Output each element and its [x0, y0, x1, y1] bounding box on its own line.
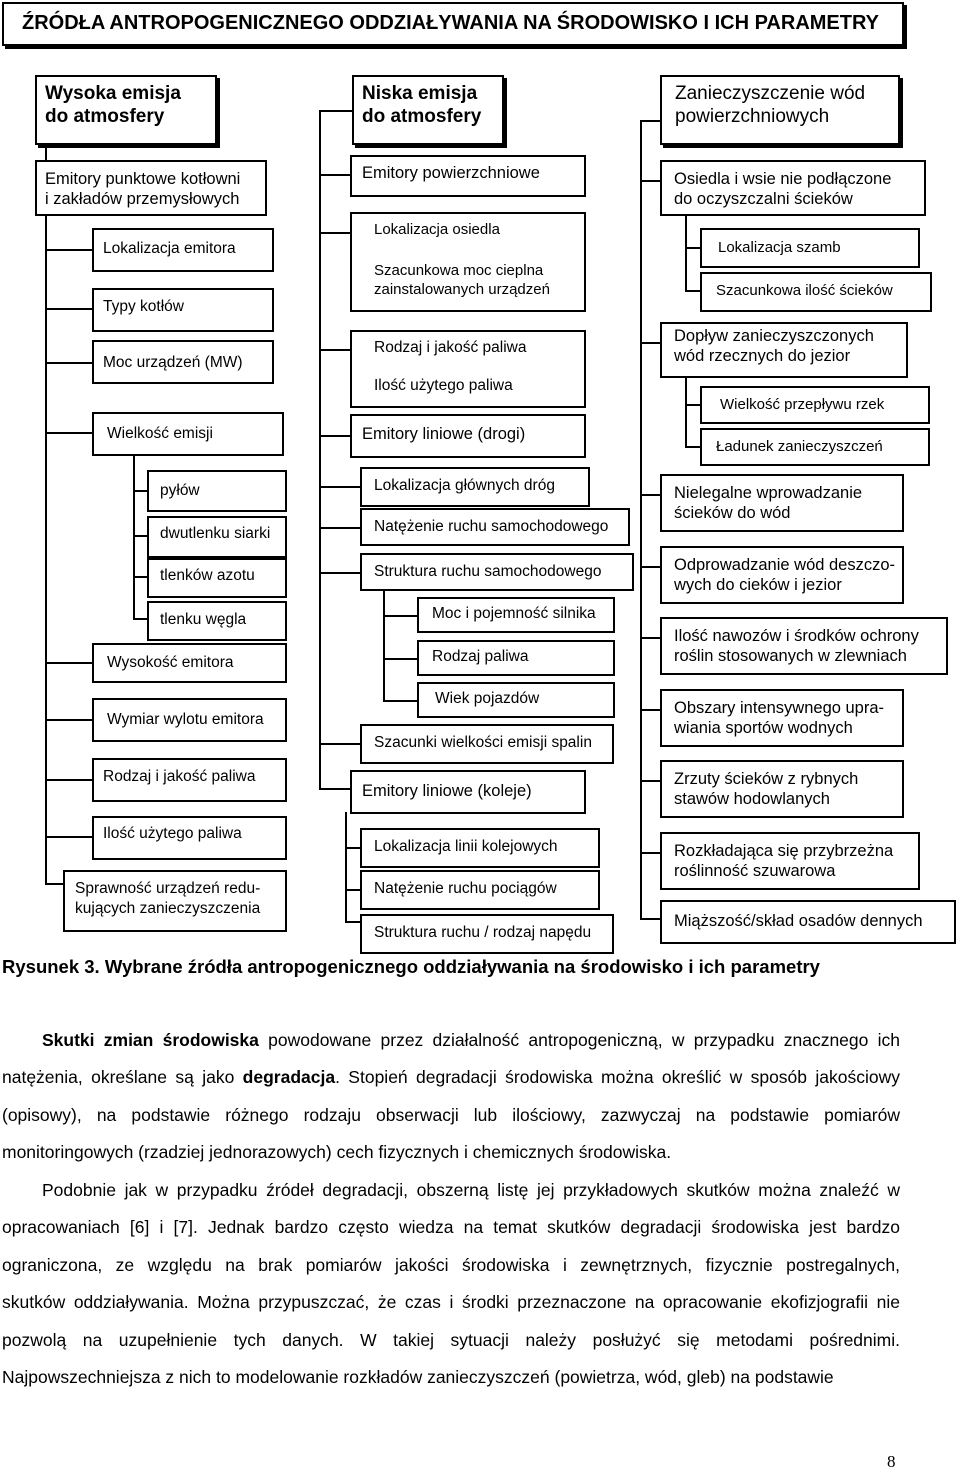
- col2-sub-connector: [383, 615, 417, 617]
- col1-sub-connector: [133, 535, 147, 537]
- col3-header-link: [640, 120, 660, 122]
- col2-connector: [319, 527, 360, 529]
- col2-connector: [345, 847, 360, 849]
- col2-g2-sub: Moc i pojemność silnika: [432, 605, 596, 622]
- col3-g1-line2: do oczyszczalni ścieków: [674, 190, 853, 208]
- col3-other-box: [660, 832, 920, 890]
- col2-g3-item: Struktura ruchu / rodzaj napędu: [374, 924, 592, 941]
- diagram-title: ŹRÓDŁA ANTROPOGENICZNEGO ODDZIAŁYWANIA NA ŚRODOWISKO I ICH PARAMETRY: [22, 12, 880, 34]
- paragraph-line: [2, 1330, 900, 1351]
- text-line: ograniczona, ze względu na brak pomiarów jakości środowiska i zewnętrznych, fizycznie postregalnych,: [2, 1255, 900, 1275]
- col3-g2-item: Ładunek zanieczyszczeń: [716, 438, 883, 455]
- col3-connector: [640, 494, 660, 496]
- col3-other-line: Zrzuty ścieków z rybnych: [674, 770, 859, 788]
- col1-header-line2: do atmosfery: [45, 106, 165, 127]
- col3-other-line: Nielegalne wprowadzanie: [674, 484, 863, 502]
- col1-connector: [45, 432, 92, 434]
- col1-sub-connector: [133, 576, 147, 578]
- col3-header-line2: powierzchniowych: [675, 106, 830, 127]
- col1-sub-item: dwutlenku siarki: [160, 525, 271, 542]
- bold-term: degradacja: [242, 1067, 336, 1087]
- col1-connector: [45, 362, 92, 364]
- text-line: [2, 1067, 900, 1088]
- col2-g3-item: Lokalizacja linii kolejowych: [374, 838, 558, 855]
- text-line: monitoringowych (rzadziej jednorazowych) cech fizycznych i chemicznych środowiska.: [2, 1142, 672, 1162]
- col2-g1-item: Rodzaj i jakość paliwa: [374, 339, 527, 356]
- col3-g1-item: Szacunkowa ilość ścieków: [716, 282, 893, 299]
- col3-other-line: stawów hodowlanych: [674, 790, 830, 808]
- col1-header-line1: Wysoka emisja: [45, 83, 181, 104]
- col2-connector: [319, 743, 360, 745]
- col3-sub-connector: [685, 446, 700, 448]
- col2-connector: [345, 921, 360, 923]
- col2-g1-item: Ilość użytego paliwa: [374, 377, 513, 394]
- col2-g2-sub: Wiek pojazdów: [435, 690, 540, 707]
- col1-item: Wysokość emitora: [107, 654, 234, 671]
- col3-connector: [640, 566, 660, 568]
- text-line: Najpowszechniejsza z nich to modelowanie rozkładów zanieczyszczeń (powietrza, wód, gleb) na podstawie: [2, 1367, 834, 1387]
- text-line: pozwolą na uzupełnienie tych danych. W takiej sytuacji należy posłużyć się metodami pośrednimi.: [2, 1330, 900, 1350]
- col1-sub-spine: [133, 454, 135, 620]
- col2-g3-spine: [345, 812, 347, 922]
- col2-g2-item: Natężenie ruchu samochodowego: [374, 518, 609, 535]
- col3-other-box: [660, 546, 904, 604]
- col1-item: Rodzaj i jakość paliwa: [103, 768, 256, 785]
- paragraph-line: [2, 1367, 900, 1388]
- col2-header-link: [319, 110, 352, 112]
- col3-connector: [640, 852, 660, 854]
- col2-connector: [319, 435, 350, 437]
- col3-other-box: [660, 689, 904, 747]
- col3-g2-line2: wód rzecznych do jezior: [674, 347, 851, 365]
- col1-last-line2: kujących zanieczyszczenia: [75, 900, 261, 917]
- paragraph-line: [2, 1067, 900, 1088]
- col3-spine: [640, 120, 642, 920]
- text-line: opracowaniach [6] i [7]. Jednak bardzo często wiedza na temat skutków degradacji środowiska jest bardzo: [2, 1217, 900, 1237]
- col3-other-line: roślin stosowanych w zlewniach: [674, 647, 907, 665]
- col3-connector: [640, 709, 660, 711]
- col1-last-line1: Sprawność urządzeń redu-: [75, 880, 261, 897]
- col1-sub-item: tlenków azotu: [160, 567, 255, 584]
- bold-term: Skutki zmian środowiska: [42, 1030, 259, 1050]
- col3-sub-spine1: [685, 210, 687, 292]
- col3-other-line: ścieków do wód: [674, 504, 791, 522]
- text-fragment: . Stopień degradacji środowiska można określić w sposób jakościowy: [335, 1067, 900, 1087]
- col3-connector: [640, 918, 660, 920]
- col2-g1: Emitory powierzchniowe: [362, 164, 540, 182]
- col2-g3-item: Natężenie ruchu pociągów: [374, 880, 557, 897]
- col3-other-line: Odprowadzanie wód deszczo-: [674, 556, 896, 574]
- paragraph-line: [42, 1180, 900, 1201]
- col3-connector: [640, 180, 660, 182]
- col2-g1-item: zainstalowanych urządzeń: [374, 281, 550, 298]
- col3-g1-line1: Osiedla i wsie nie podłączone: [674, 170, 892, 188]
- col2-sub-connector: [383, 700, 417, 702]
- col2-g2-last: Szacunki wielkości emisji spalin: [374, 734, 592, 751]
- col3-other-line: Miąższość/skład osadów dennych: [674, 912, 923, 930]
- col1-connector: [45, 308, 92, 310]
- col2-connector: [319, 486, 360, 488]
- paragraph-line: [2, 1217, 900, 1238]
- paragraph-line: [2, 1255, 900, 1276]
- col3-sub-connector: [685, 247, 700, 249]
- page-number: 8: [887, 1452, 896, 1471]
- col3-other-line: Obszary intensywnego upra-: [674, 699, 885, 717]
- col3-other-line: wiania sportów wodnych: [674, 719, 853, 737]
- col2-connector: [319, 572, 360, 574]
- col3-connector: [640, 637, 660, 639]
- paragraph-line: [2, 1105, 900, 1126]
- col3-connector: [640, 342, 660, 344]
- col1-spine: [45, 140, 47, 885]
- text-line: Podobnie jak w przypadku źródeł degradacji, obszerną listę jej przykładowych skutków można znaleźć w: [42, 1180, 900, 1200]
- col3-other-line: wych do cieków i jezior: [674, 576, 842, 594]
- col1-group-line2: i zakładów przemysłowych: [45, 190, 240, 208]
- col3-g1-item: Lokalizacja szamb: [718, 239, 841, 256]
- col3-other-line: Ilość nawozów i środków ochrony: [674, 627, 919, 645]
- col3-other-box: [660, 474, 904, 532]
- col2-connector: [319, 232, 350, 234]
- text-fragment: powodowane przez działalność antropogeniczną, w przypadku znacznego ich: [258, 1030, 900, 1050]
- col3-sub-spine2: [685, 372, 687, 448]
- col2-g2-sub: Rodzaj paliwa: [432, 648, 529, 665]
- col1-connector: [45, 836, 92, 838]
- col2-sub-connector: [383, 658, 417, 660]
- col2-connector: [319, 788, 350, 790]
- col3-header-line1: Zanieczyszczenie wód: [675, 83, 866, 104]
- col1-connector: [45, 779, 92, 781]
- col1-connector: [45, 249, 92, 251]
- col2-g2-item: Struktura ruchu samochodowego: [374, 563, 602, 580]
- col1-sub-item: pyłów: [160, 482, 200, 499]
- col3-connector: [640, 780, 660, 782]
- col1-item: Wielkość emisji: [107, 425, 213, 442]
- col1-sub-connector: [133, 490, 147, 492]
- col2-connector: [345, 889, 360, 891]
- text-fragment: natężenia, określane są jako: [2, 1067, 243, 1087]
- col1-item: Moc urządzeń (MW): [103, 354, 243, 371]
- col1-sub-item: tlenku węgla: [160, 611, 247, 628]
- col1-item: Typy kotłów: [103, 298, 184, 315]
- col2-g2: Emitory liniowe (drogi): [362, 425, 526, 443]
- col3-other-line: roślinność szuwarowa: [674, 862, 836, 880]
- col2-connector: [319, 174, 350, 176]
- col1-connector: [45, 719, 92, 721]
- col2-sub-spine: [383, 582, 385, 702]
- text-line: (opisowy), na podstawie różnego rodzaju obserwacji lub ilościowy, zazwyczaj na podstawie pomiarów: [2, 1105, 900, 1125]
- col2-g1-item: Szacunkowa moc cieplna: [374, 262, 544, 279]
- text-line: [42, 1030, 900, 1051]
- col2-g2-item: Lokalizacja głównych dróg: [374, 477, 555, 494]
- col1-connector: [45, 662, 92, 664]
- paragraph-line: [2, 1292, 900, 1313]
- col2-g3: Emitory liniowe (koleje): [362, 782, 532, 800]
- col3-g2-line1: Dopływ zanieczyszczonych: [674, 327, 874, 345]
- col1-sub-connector: [133, 618, 147, 620]
- paragraph-line: [2, 1142, 900, 1163]
- col1-group-line1: Emitory punktowe kotłowni: [45, 170, 241, 188]
- col1-item: Lokalizacja emitora: [103, 240, 236, 257]
- col3-sub-connector: [685, 290, 700, 292]
- col2-g1-item: Lokalizacja osiedla: [374, 221, 500, 238]
- col3-other-box: [660, 760, 904, 818]
- col2-header-line1: Niska emisja: [362, 83, 478, 104]
- col1-item: Ilość użytego paliwa: [103, 825, 242, 842]
- col2-header-line2: do atmosfery: [362, 106, 482, 127]
- col3-g2-item: Wielkość przepływu rzek: [720, 396, 885, 413]
- col2-spine: [319, 110, 321, 790]
- col3-other-box: [660, 617, 948, 675]
- col1-connector: [45, 883, 63, 885]
- col1-item: Wymiar wylotu emitora: [107, 711, 264, 728]
- text-line: skutków oddziaływania. Można przypuszczać, że czas i środki przeznaczone na opracowanie ekofizjografii nie: [2, 1292, 900, 1312]
- col2-connector: [319, 349, 350, 351]
- paragraph-line: [42, 1030, 900, 1051]
- col3-other-line: Rozkładająca się przybrzeżna: [674, 842, 894, 860]
- figure-caption: Rysunek 3. Wybrane źródła antropogenicznego oddziaływania na środowisko i ich parametry: [2, 956, 820, 977]
- col3-sub-connector: [685, 404, 700, 406]
